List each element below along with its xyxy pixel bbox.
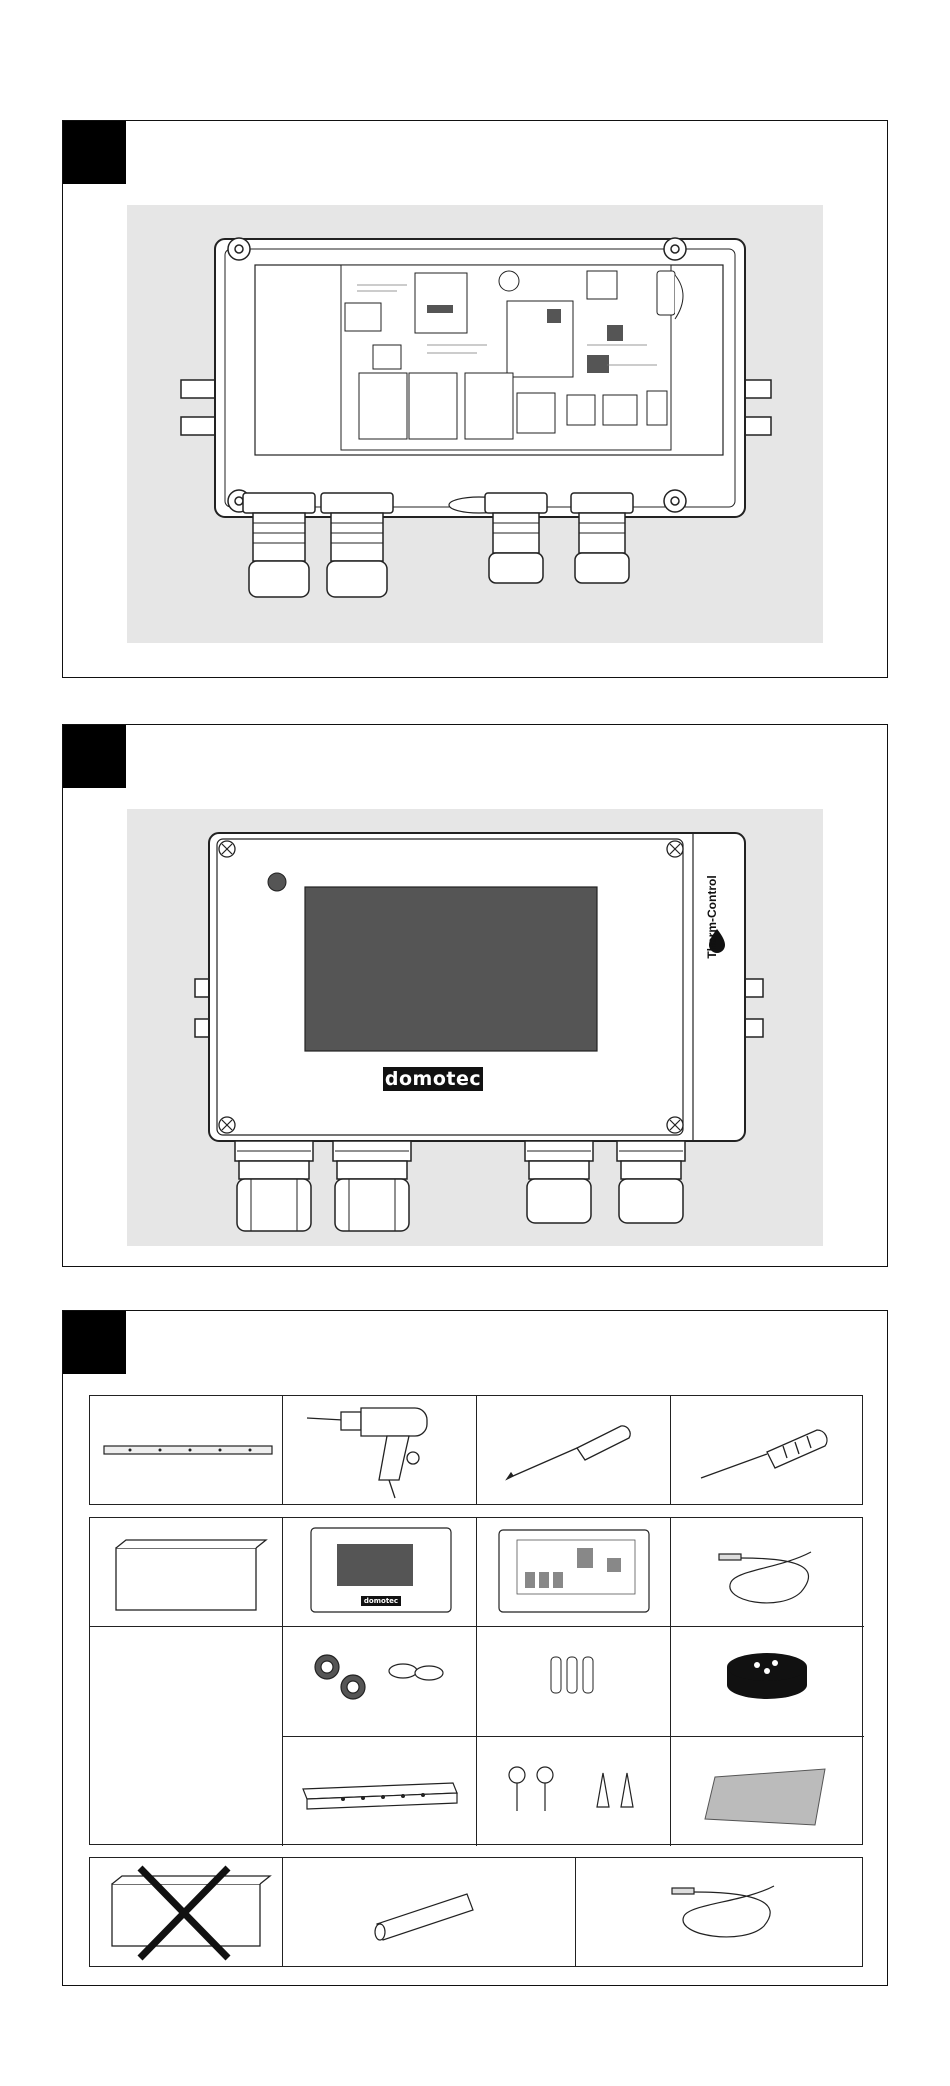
brand-logo: domotec [384, 1068, 482, 1090]
figure-number-badge [63, 121, 126, 184]
product-side-label: Therm-Control [705, 875, 719, 959]
open-housing-illustration [127, 205, 823, 643]
cell-drill [283, 1396, 477, 1504]
cell-screwdriver-phillips [477, 1396, 671, 1504]
cell-screws-dowels [477, 1737, 671, 1846]
figure-panel-2 [62, 724, 888, 1267]
figure-number-badge [63, 725, 126, 788]
cell-excluded-box [90, 1858, 283, 1966]
cell-package-box [90, 1518, 283, 1627]
tools-row [89, 1395, 863, 1505]
cell-tube-sleeve [283, 1858, 576, 1966]
cell-control-unit [283, 1518, 477, 1627]
cell-pcb-unit [477, 1518, 671, 1627]
cell-rubber-seal [671, 1627, 864, 1737]
delivery-grid [89, 1517, 863, 1845]
mini-brand-logo: domotec [361, 1596, 401, 1606]
cell-foil-sheet [671, 1737, 864, 1846]
figure-panel-1 [62, 120, 888, 678]
cell-empty [90, 1627, 283, 1846]
closed-unit-illustration [127, 809, 823, 1246]
cell-sensor-cable [671, 1518, 864, 1627]
cell-sensor-cable-2 [576, 1858, 864, 1966]
cell-fuses [477, 1627, 671, 1737]
cell-level [90, 1396, 283, 1504]
bottom-row [89, 1857, 863, 1967]
cell-cable-glands [283, 1627, 477, 1737]
cell-screwdriver-flat [671, 1396, 864, 1504]
figure-number-badge [63, 1311, 126, 1374]
cell-din-rail [283, 1737, 477, 1846]
figure-panel-3 [62, 1310, 888, 1986]
